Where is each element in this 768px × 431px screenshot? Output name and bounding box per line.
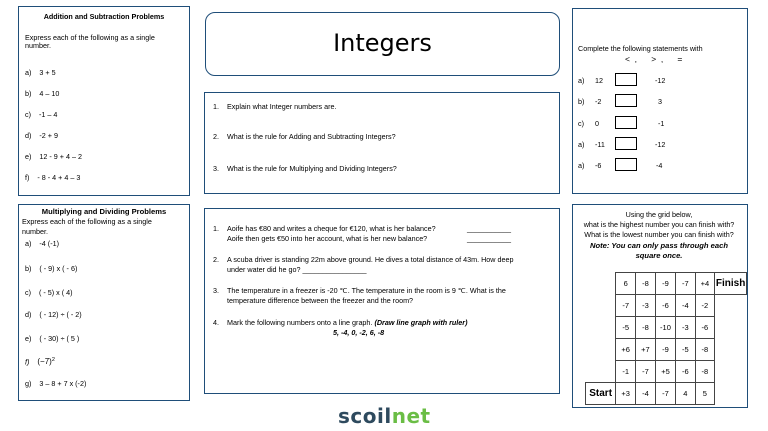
grid-cell[interactable]: -6 — [655, 295, 675, 317]
comparison-row — [578, 140, 666, 149]
grid-spacer — [715, 317, 747, 339]
grid-cell[interactable]: +4 — [695, 273, 715, 295]
item-label: a) — [25, 68, 32, 77]
item-label: e) — [25, 152, 32, 161]
item-label: e) — [25, 334, 32, 343]
grid-cell[interactable]: -6 — [695, 317, 715, 339]
comparison-panel — [572, 8, 748, 194]
add-sub-instructions: Express each of the following as a single number. — [25, 33, 155, 51]
right-value: -12 — [655, 140, 666, 149]
item-label: a) — [578, 76, 585, 85]
list-item — [25, 240, 59, 248]
item-label: b) — [25, 89, 32, 98]
logo-part-1: scoil — [338, 404, 392, 428]
grid-line-1: Using the grid below, — [625, 210, 693, 219]
grid-cell[interactable]: +7 — [636, 339, 656, 361]
question-text: Explain what Integer numbers are. — [227, 102, 337, 111]
item-expression: ( - 9) x ( - 6) — [39, 264, 78, 273]
item-expression: -2 + 9 — [39, 131, 58, 140]
number-grid — [585, 272, 747, 405]
list-item — [25, 289, 73, 297]
grid-cell[interactable]: -4 — [676, 295, 695, 317]
item-expression: 12 - 9 + 4 – 2 — [39, 152, 82, 161]
problem-number: 4. — [213, 318, 219, 327]
item-expression: 3 + 5 — [39, 68, 56, 77]
right-value: -12 — [655, 76, 666, 85]
grid-note-2: square once. — [635, 251, 683, 260]
grid-cell[interactable]: -8 — [636, 317, 656, 339]
list-item — [25, 90, 59, 98]
item-label: a) — [578, 140, 585, 149]
grid-row — [586, 273, 747, 295]
grid-cell[interactable]: -9 — [655, 273, 675, 295]
problem-1-blank-2: ___________ — [467, 234, 511, 243]
item-label: f) — [25, 173, 30, 182]
grid-row — [586, 295, 747, 317]
problem-2-line2 — [227, 266, 367, 274]
grid-cell[interactable]: -2 — [695, 295, 715, 317]
mul-div-panel — [18, 204, 190, 401]
comparison-answer-box[interactable] — [615, 116, 637, 129]
mul-div-instructions-line2: number. — [22, 227, 48, 236]
list-item — [25, 111, 57, 119]
list-item — [25, 153, 82, 161]
grid-cell[interactable]: -7 — [616, 295, 636, 317]
left-value: 12 — [595, 76, 603, 85]
problem-number: 1. — [213, 224, 219, 233]
item-label: b) — [578, 97, 585, 106]
add-sub-panel — [18, 6, 190, 196]
list-item — [25, 380, 86, 388]
question-number: 2. — [213, 132, 219, 141]
comparison-row — [578, 119, 665, 128]
item-label: a) — [578, 161, 585, 170]
left-value: -2 — [595, 97, 602, 106]
problem-3-line2: temperature difference between the freezer and the room? — [227, 296, 414, 305]
grid-cell[interactable]: -5 — [616, 317, 636, 339]
title-box — [205, 12, 560, 76]
grid-cell[interactable]: +6 — [616, 339, 636, 361]
grid-note-1: Note: You can only pass through each — [590, 241, 728, 250]
grid-spacer — [586, 317, 616, 339]
comparison-answer-box[interactable] — [615, 137, 637, 150]
grid-cell[interactable]: -3 — [636, 295, 656, 317]
grid-cell[interactable]: 5 — [695, 383, 715, 405]
grid-cell[interactable]: -5 — [676, 339, 695, 361]
item-label: f) — [25, 357, 30, 367]
left-value: -6 — [595, 161, 602, 170]
grid-row — [586, 361, 747, 383]
comparison-instruction: Complete the following statements with — [578, 44, 703, 53]
list-item — [25, 69, 56, 77]
logo-part-2: net — [391, 404, 431, 428]
grid-spacer — [715, 295, 747, 317]
grid-row — [586, 317, 747, 339]
item-expression: ( - 30) ÷ ( 5 ) — [39, 334, 80, 343]
question-3 — [213, 165, 397, 173]
item-expression: - 8 - 4 + 4 – 3 — [37, 173, 81, 182]
item-expression: -4 (-1) — [39, 239, 59, 248]
problem-1-line1: Aoife has €80 and writes a cheque for €120, what is her balance? — [227, 224, 436, 233]
list-item — [25, 335, 79, 343]
problem-4-hint: (Draw line graph with ruler) — [374, 318, 468, 327]
add-sub-heading: Addition and Subtraction Problems — [43, 12, 165, 21]
right-value: -1 — [658, 119, 665, 128]
item-expression: (−7) — [37, 357, 52, 367]
grid-cell[interactable]: -7 — [676, 273, 695, 295]
grid-line-3: What is the lowest number you can finish with? — [584, 230, 734, 239]
item-expression: 3 – 8 + 7 x (-2) — [39, 379, 87, 388]
list-item — [25, 174, 80, 182]
comparison-answer-box[interactable] — [615, 73, 637, 86]
problem-4-line1 — [227, 319, 468, 327]
comparison-answer-box[interactable] — [615, 158, 637, 171]
left-value: -11 — [595, 140, 605, 149]
item-label: d) — [25, 310, 32, 319]
item-label: g) — [25, 379, 32, 388]
grid-spacer — [586, 295, 616, 317]
list-item — [25, 132, 58, 140]
list-item — [25, 265, 77, 273]
grid-puzzle-panel — [572, 204, 748, 408]
question-text: What is the rule for Multiplying and Dividing Integers? — [227, 164, 397, 173]
grid-spacer — [715, 361, 747, 383]
finish-cell: Finish — [715, 273, 747, 295]
problem-2-line1: A scuba driver is standing 22m above ground. He dives a total distance of 43m. How deep — [227, 255, 514, 264]
question-1 — [213, 103, 336, 111]
problem-number: 3. — [213, 286, 219, 295]
grid-cell[interactable]: -6 — [676, 361, 695, 383]
problem-1-blank-1: ___________ — [467, 224, 511, 233]
grid-spacer — [586, 361, 616, 383]
grid-cell[interactable]: -9 — [655, 339, 675, 361]
right-value: 3 — [658, 97, 662, 106]
problem-1-line2: Aoife then gets €50 into her account, what is her new balance? — [227, 234, 428, 243]
item-label: c) — [25, 288, 31, 297]
word-problems-panel — [204, 208, 560, 394]
problem-2-blank: ________________ — [302, 265, 367, 274]
item-label: c) — [25, 110, 31, 119]
right-value: -4 — [656, 161, 663, 170]
grid-cell[interactable]: -8 — [695, 361, 715, 383]
mul-div-instructions-line1: Express each of the following as a single — [22, 217, 152, 226]
item-expression: 4 – 10 — [39, 89, 60, 98]
item-exponent: 2 — [51, 357, 55, 363]
grid-cell[interactable]: -1 — [616, 361, 636, 383]
question-number: 3. — [213, 164, 219, 173]
grid-spacer — [586, 273, 616, 295]
list-item — [25, 311, 82, 319]
problem-2-text: under water did he go? — [227, 265, 301, 274]
item-label: d) — [25, 131, 32, 140]
problem-4-text: Mark the following numbers onto a line graph. — [227, 318, 373, 327]
grid-line-2: what is the highest number you can finish with? — [583, 220, 735, 229]
grid-spacer — [715, 339, 747, 361]
grid-cell[interactable]: -7 — [636, 361, 656, 383]
grid-spacer — [715, 383, 747, 405]
comparison-symbols: < , > , = — [625, 54, 683, 64]
item-label: a) — [25, 239, 32, 248]
grid-cell[interactable]: +3 — [616, 383, 636, 405]
grid-cell[interactable]: +5 — [655, 361, 675, 383]
grid-row — [586, 339, 747, 361]
problem-number: 2. — [213, 255, 219, 264]
question-2 — [213, 133, 396, 141]
scoilnet-logo — [338, 404, 431, 428]
left-value: 0 — [595, 119, 599, 128]
grid-cell[interactable]: -10 — [655, 317, 675, 339]
page-title: Integers — [333, 29, 432, 57]
grid-cell[interactable]: 6 — [616, 273, 636, 295]
comparison-row — [578, 76, 666, 85]
question-text: What is the rule for Adding and Subtracting Integers? — [227, 132, 396, 141]
grid-spacer — [586, 339, 616, 361]
item-expression: ( - 12) ÷ ( - 2) — [39, 310, 82, 319]
grid-row — [586, 383, 747, 405]
grid-cell[interactable]: 4 — [676, 383, 695, 405]
grid-cell[interactable]: -7 — [655, 383, 675, 405]
item-label: c) — [578, 119, 584, 128]
comparison-row — [578, 161, 663, 170]
comparison-answer-box[interactable] — [615, 94, 637, 107]
grid-cell[interactable]: -8 — [636, 273, 656, 295]
comparison-row — [578, 97, 662, 106]
problem-3-line1: The temperature in a freezer is -20 ℃. The temperature in the room is 9 ℃. What is the — [227, 286, 506, 295]
start-cell: Start — [586, 383, 616, 405]
mul-div-heading: Multiplying and Dividing Problems — [41, 207, 167, 216]
question-number: 1. — [213, 102, 219, 111]
grid-cell[interactable]: -3 — [676, 317, 695, 339]
item-label: b) — [25, 264, 32, 273]
problem-4-numbers: 5, -4, 0, -2, 6, -8 — [333, 328, 385, 337]
item-expression: ( - 5) x ( 4) — [39, 288, 73, 297]
list-item — [25, 357, 55, 367]
item-expression: -1 – 4 — [39, 110, 58, 119]
grid-cell[interactable]: -8 — [695, 339, 715, 361]
grid-cell[interactable]: -4 — [636, 383, 656, 405]
questions-panel — [204, 92, 560, 194]
